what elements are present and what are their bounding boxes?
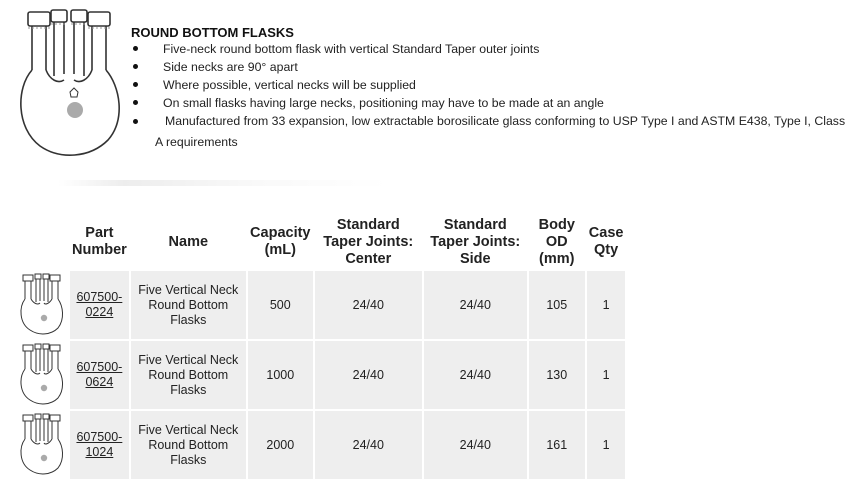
- bullet-icon: [133, 82, 138, 87]
- flask-thumbnail-icon: [17, 413, 67, 477]
- center-joint-cell: 24/40: [315, 271, 422, 339]
- header-capacity: Capacity (mL): [248, 215, 313, 269]
- header-part-number: Part Number: [70, 215, 129, 269]
- flask-thumbnail-icon: [17, 273, 67, 337]
- part-number-link[interactable]: 607500-1024: [76, 430, 123, 459]
- center-joint-cell: 24/40: [315, 411, 422, 479]
- header-case-qty: Case Qty: [587, 215, 626, 269]
- part-number-link[interactable]: 607500-0224: [76, 290, 123, 319]
- capacity-cell: 2000: [248, 411, 313, 479]
- list-item: Where possible, vertical necks will be supplied: [131, 78, 846, 92]
- body-od-cell: 130: [529, 341, 585, 409]
- header-name: Name: [131, 215, 246, 269]
- part-number-link[interactable]: 607500-0624: [76, 360, 123, 389]
- table-row: [17, 341, 625, 409]
- list-item: Side necks are 90° apart: [131, 60, 846, 74]
- table-row: [17, 411, 625, 479]
- name-cell: Five Vertical Neck Round Bottom Flasks: [131, 271, 246, 339]
- flask-thumbnail-cell: [17, 411, 68, 479]
- capacity-cell: 1000: [248, 341, 313, 409]
- name-cell: Five Vertical Neck Round Bottom Flasks: [131, 411, 246, 479]
- feature-list: [131, 42, 846, 153]
- side-joint-cell: 24/40: [424, 411, 527, 479]
- header-image: [17, 215, 68, 269]
- bullet-icon: [133, 119, 138, 124]
- part-number-cell: [70, 271, 129, 339]
- bullet-icon: [133, 100, 138, 105]
- header-body-od: Body OD (mm): [529, 215, 585, 269]
- decorative-divider: [58, 180, 388, 186]
- part-number-cell: [70, 411, 129, 479]
- page-title: ROUND BOTTOM FLASKS: [131, 25, 294, 40]
- header-center-joint: Standard Taper Joints: Center: [315, 215, 422, 269]
- header-side-joint: Standard Taper Joints: Side: [424, 215, 527, 269]
- case-qty-cell: 1: [587, 271, 626, 339]
- list-item: On small flasks having large necks, positioning may have to be made at an angle: [131, 96, 846, 110]
- part-number-cell: [70, 341, 129, 409]
- table-row: [17, 271, 625, 339]
- bullet-icon: [133, 64, 138, 69]
- case-qty-cell: 1: [587, 341, 626, 409]
- list-item: Five-neck round bottom flask with vertical Standard Taper outer joints: [131, 42, 846, 56]
- case-qty-cell: 1: [587, 411, 626, 479]
- body-od-cell: 161: [529, 411, 585, 479]
- center-joint-cell: 24/40: [315, 341, 422, 409]
- table-header-row: [17, 215, 625, 269]
- side-joint-cell: 24/40: [424, 341, 527, 409]
- flask-thumbnail-icon: [17, 343, 67, 407]
- name-cell: Five Vertical Neck Round Bottom Flasks: [131, 341, 246, 409]
- five-neck-flask-icon: [10, 8, 128, 158]
- body-od-cell: 105: [529, 271, 585, 339]
- flask-thumbnail-cell: [17, 341, 68, 409]
- side-joint-cell: 24/40: [424, 271, 527, 339]
- list-item: Manufactured from 33 expansion, low extractable borosilicate glass conforming to USP Type I and ASTM E438, Type I, Class A requirements: [131, 111, 846, 153]
- bullet-icon: [133, 46, 138, 51]
- product-table: [15, 213, 627, 481]
- flask-thumbnail-cell: [17, 271, 68, 339]
- capacity-cell: 500: [248, 271, 313, 339]
